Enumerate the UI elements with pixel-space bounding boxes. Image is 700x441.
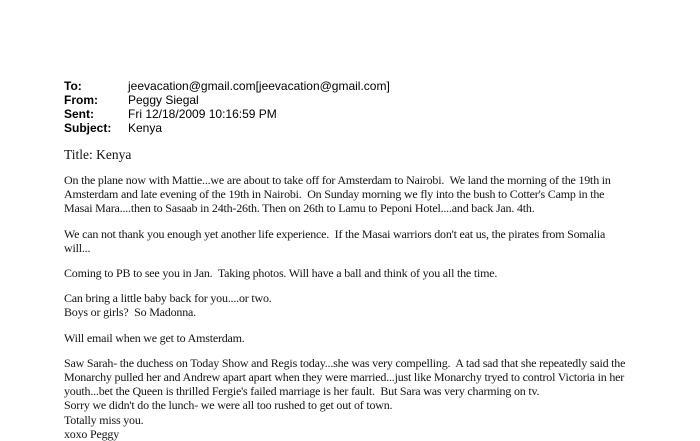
- header-label: To:: [64, 79, 82, 93]
- paragraph-line: Boys or girls? So Madonna.: [64, 305, 196, 320]
- paragraph-line: Totally miss you.: [64, 412, 144, 427]
- email-paragraphs: [64, 173, 625, 441]
- paragraph: [64, 227, 625, 255]
- email-body-title: Title: Kenya: [64, 147, 132, 162]
- paragraph: [64, 266, 625, 280]
- paragraph-line: Can bring a little baby back for you....or two.: [64, 291, 272, 306]
- email-headers: [64, 79, 390, 135]
- paragraph-line: Masai Mara....then to Sasaab in 24th-26th. Then on 26th to Lamu to Peponi Hotel....and back Jan. 4th.: [64, 201, 535, 216]
- header-value: jeevacation@gmail.com[jeevacation@gmail.com]: [128, 79, 390, 93]
- header-value: Peggy Siegal: [128, 93, 199, 107]
- paragraph: [64, 173, 625, 216]
- header-row: [64, 107, 390, 121]
- paragraph-line: Amsterdam and late evening of the 19th in Nairobi. On Sunday morning we fly into the bush to Cotter's Camp in the: [64, 187, 605, 202]
- header-label: From:: [64, 93, 98, 107]
- header-row: [64, 93, 390, 107]
- paragraph-line: On the plane now with Mattie...we are about to take off for Amsterdam to Nairobi. We land the morning of the 19th in: [64, 173, 611, 187]
- paragraph-line: xoxo Peggy: [64, 426, 120, 441]
- paragraph: [64, 291, 625, 319]
- header-label: Sent:: [64, 107, 94, 121]
- header-row: [64, 121, 390, 135]
- header-value: Fri 12/18/2009 10:16:59 PM: [128, 107, 277, 121]
- email-body: [64, 146, 625, 441]
- paragraph-line: Sorry we didn't do the lunch- we were all too rushed to get out of town.: [64, 398, 393, 413]
- header-label: Subject:: [64, 121, 112, 135]
- paragraph-line: youth...bet the Queen is thrilled Fergie's failed marriage is her fault. But Sara was very charming on tv.: [64, 384, 540, 399]
- header-row: [64, 79, 390, 93]
- paragraph-line: Will email when we get to Amsterdam.: [64, 330, 245, 345]
- header-value: Kenya: [128, 121, 163, 135]
- paragraph-line: Saw Sarah- the duchess on Today Show and Regis today...she was very compelling. A tad sad that she repeatedly said the: [64, 355, 626, 370]
- paragraph: [64, 331, 625, 345]
- paragraph-line: We can not thank you enough yet another life experience. If the Masai warriors don't eat us, the pirates from Somalia: [64, 226, 606, 241]
- paragraph-line: Coming to PB to see you in Jan. Taking photos. Will have a ball and think of you all the time.: [64, 266, 498, 281]
- paragraph-line: Monarchy pulled her and Andrew apart apart when they were married...just like Monarchy tryed to control Victoria in her: [64, 370, 625, 385]
- paragraph: [64, 356, 625, 441]
- paragraph-line: will...: [64, 240, 91, 255]
